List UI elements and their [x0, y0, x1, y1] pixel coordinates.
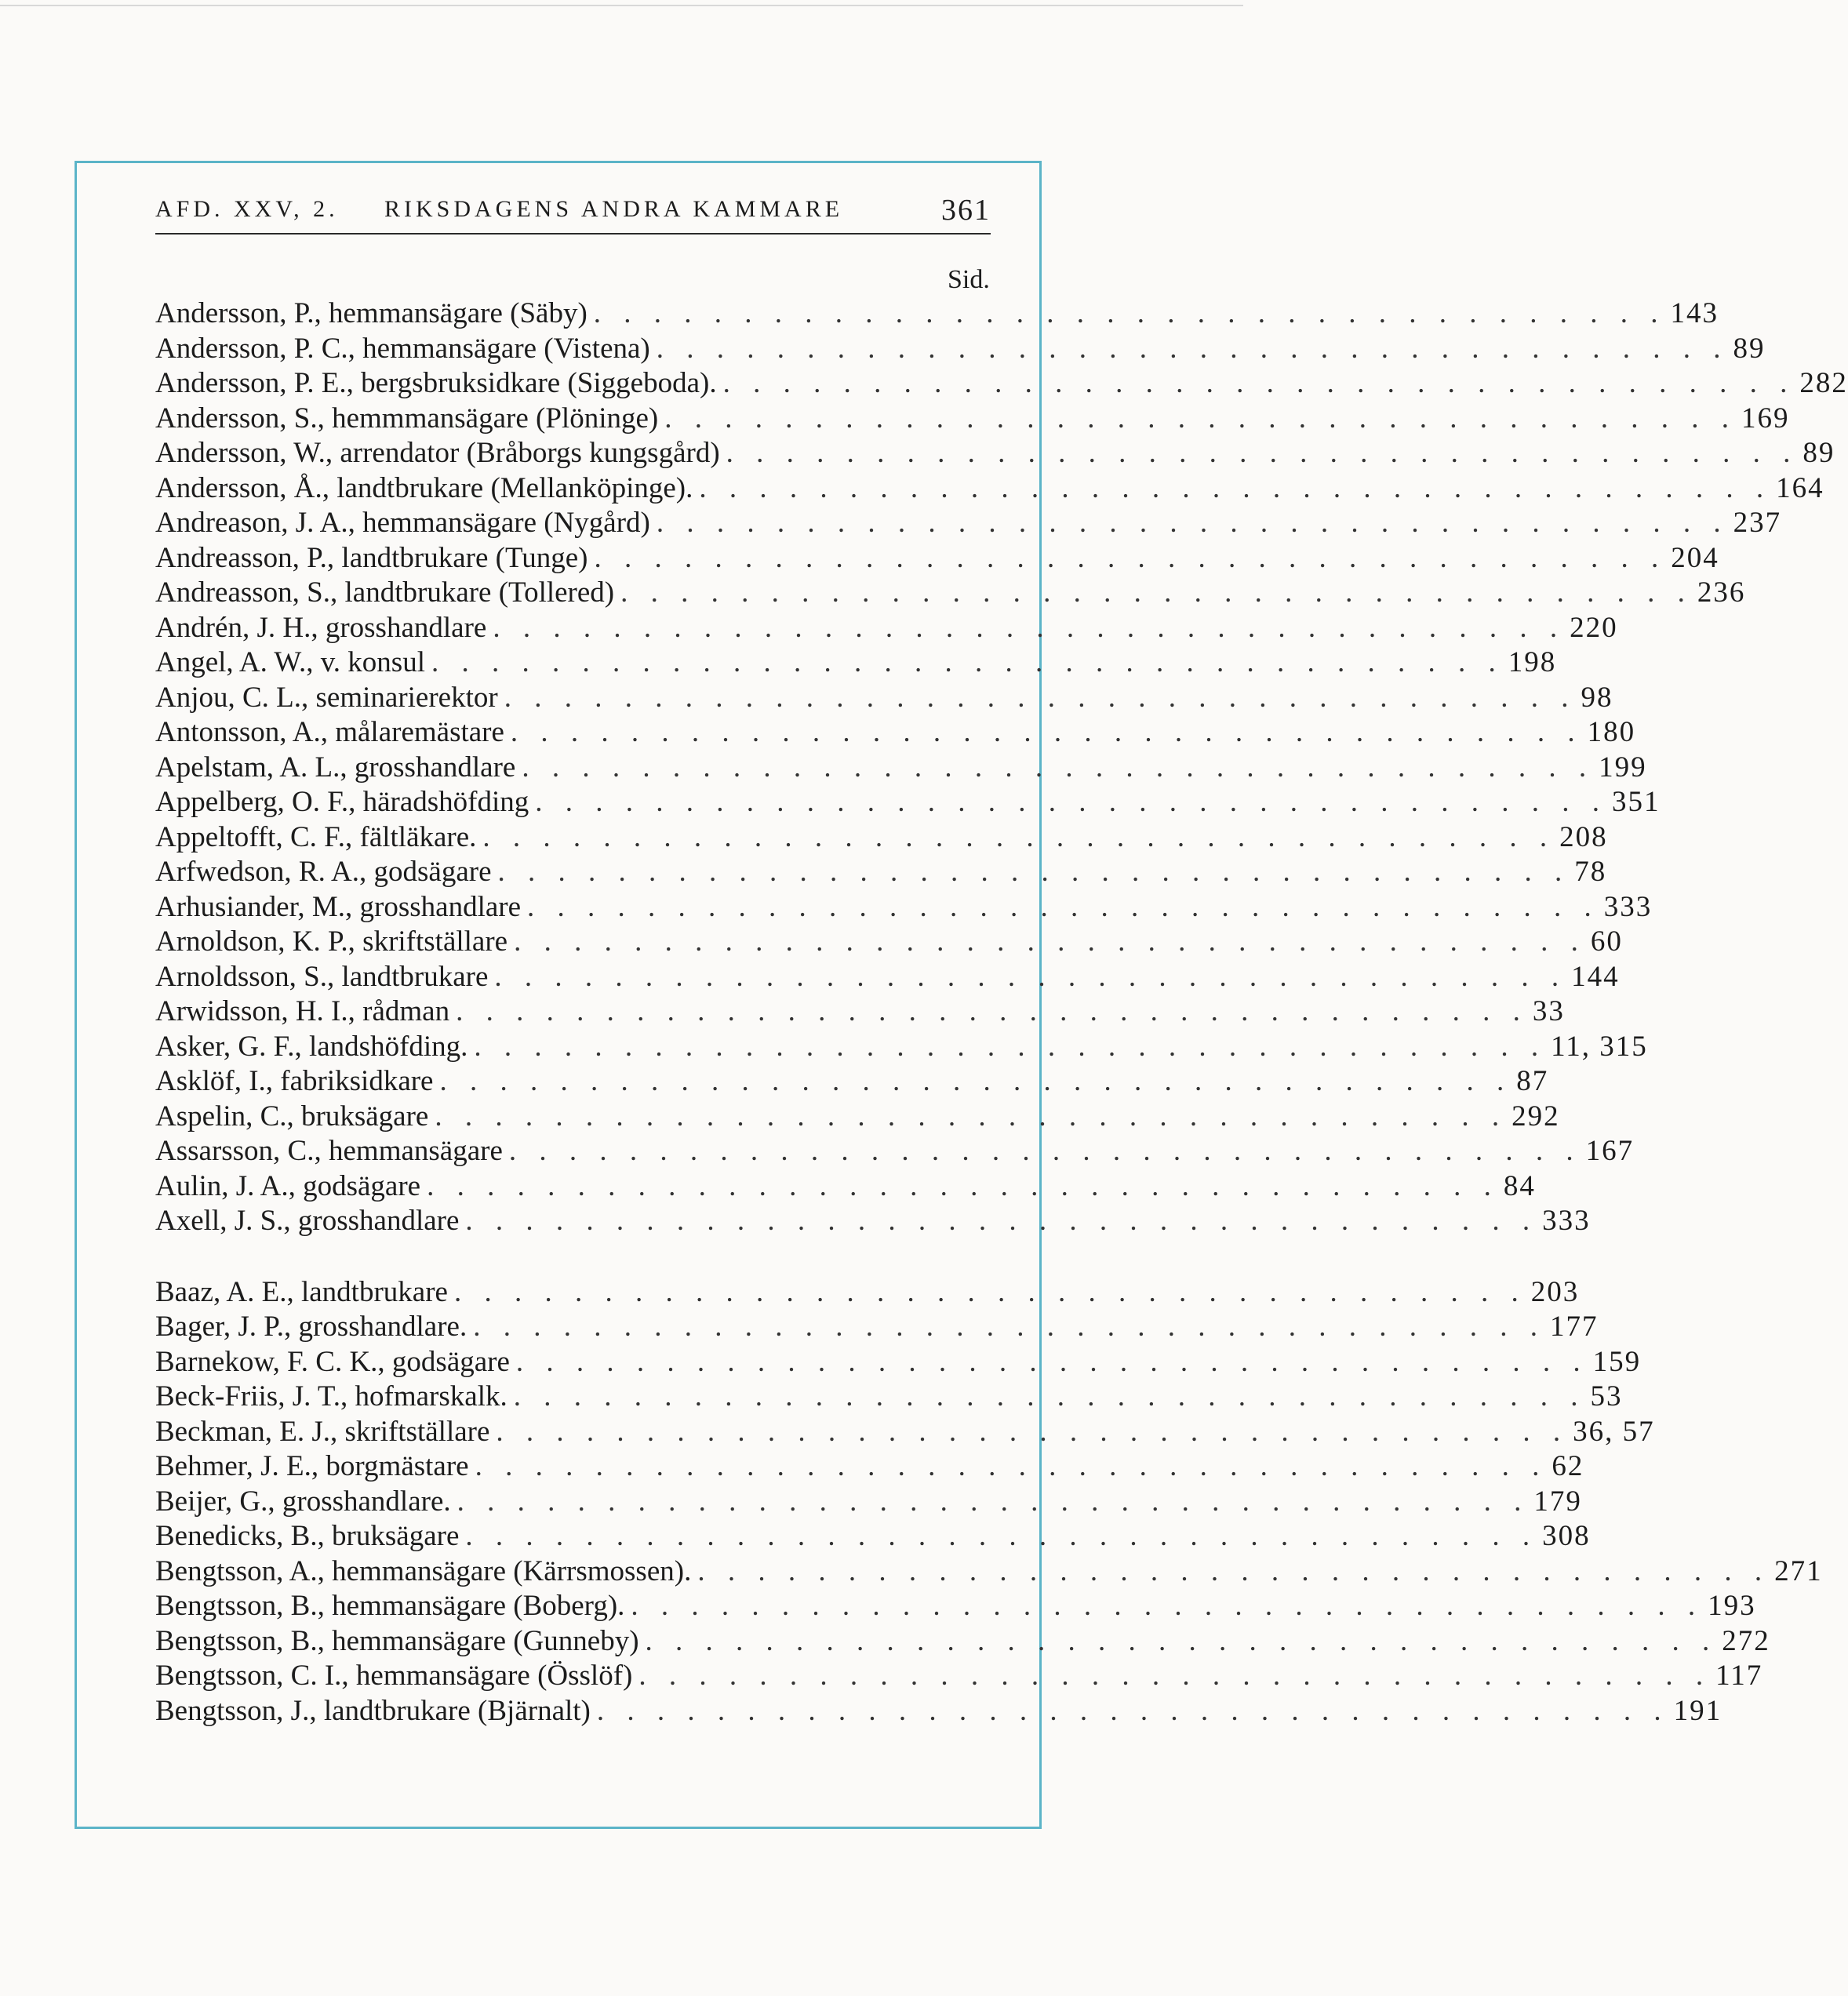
index-entry [155, 1275, 1580, 1311]
dot-leader: . . . . . . . . . . . . . . . . . . . . . . . . . . . . . . . . . . . . [620, 576, 1693, 609]
dot-leader: . . . . . . . . . . . . . . . . . . . . . . . . . . . . . . . . . . . . [494, 960, 1567, 993]
dot-leader: . . . . . . . . . . . . . . . . . . . . . . . . . . . . . . . . . . . . [439, 1065, 1512, 1097]
entry-page: 117 [1715, 1660, 1763, 1692]
entry-page: 33 [1532, 995, 1565, 1027]
dot-leader: . . . . . . . . . . . . . . . . . . . . . . . . . . . . . . . . . . . . [456, 995, 1528, 1027]
entry-name: Beckman, E. J., skriftställare [155, 1415, 490, 1448]
index-entry [155, 1415, 1655, 1450]
dot-leader: . . . . . . . . . . . . . . . . . . . . . . . . . . . . . . . . . . . . [656, 507, 1729, 539]
index-entry [155, 751, 1647, 786]
index-entry [155, 890, 1653, 925]
entry-page: 199 [1599, 751, 1647, 783]
entry-page: 180 [1587, 716, 1636, 748]
entry-name: Andersson, P., hemmansägare (Säby) [155, 297, 588, 329]
entry-page: 351 [1612, 786, 1661, 818]
index-entry [155, 1380, 1623, 1415]
dot-leader: . . . . . . . . . . . . . . . . . . . . . . . . . . . . . . . . . . . . [431, 646, 1504, 678]
entry-page: 333 [1542, 1205, 1591, 1237]
dot-leader: . . . . . . . . . . . . . . . . . . . . . . . . . . . . . . . . . . . . [508, 1135, 1581, 1167]
dot-leader: . . . . . . . . . . . . . . . . . . . . . . . . . . . . . . . . . . . . [435, 1100, 1508, 1133]
dot-leader: . . . . . . . . . . . . . . . . . . . . . . . . . . . . . . . . . . . . [697, 1554, 1770, 1587]
dot-leader: . . . . . . . . . . . . . . . . . . . . . . . . . . . . . . . . . . . . [656, 332, 1729, 365]
entry-name: Arhusiander, M., grosshandlare [155, 890, 522, 923]
entry-page: 143 [1670, 297, 1719, 329]
entry-name: Behmer, J. E., borgmästare [155, 1450, 469, 1482]
entry-name: Andersson, P. E., bergsbruksidkare (Siggeboda). [155, 367, 717, 399]
entry-name: Angel, A. W., v. konsul [155, 646, 425, 678]
entry-page: 208 [1559, 820, 1608, 853]
index-entry [155, 332, 1766, 367]
index-entry [155, 1554, 1823, 1590]
entry-name: Apelstam, A. L., grosshandlare [155, 751, 516, 783]
index-entry [155, 1589, 1756, 1624]
index-group [155, 296, 1848, 1239]
dot-leader: . . . . . . . . . . . . . . . . . . . . . . . . . . . . . . . . . . . . [504, 681, 1577, 714]
entry-page: 89 [1803, 437, 1835, 469]
entry-name: Anjou, C. L., seminarierektor [155, 681, 498, 714]
dot-leader: . . . . . . . . . . . . . . . . . . . . . . . . . . . . . . . . . . . . [664, 402, 1737, 434]
index-entry [155, 925, 1623, 960]
dot-leader: . . . . . . . . . . . . . . . . . . . . . . . . . . . . . . . . . . . . [514, 925, 1586, 958]
running-header [155, 196, 991, 227]
entry-page: 220 [1570, 611, 1618, 644]
entry-page: 236 [1697, 576, 1746, 609]
entry-page: 36, 57 [1573, 1415, 1655, 1448]
entry-name: Arfwedson, R. A., godsägare [155, 856, 492, 888]
dot-leader: . . . . . . . . . . . . . . . . . . . . . . . . . . . . . . . . . . . . [699, 471, 1772, 504]
dot-leader: . . . . . . . . . . . . . . . . . . . . . . . . . . . . . . . . . . . . [596, 1694, 1669, 1727]
entry-name: Beijer, G., grosshandlare. [155, 1485, 451, 1518]
entry-page: 282 [1799, 367, 1848, 399]
index-entry [155, 1100, 1560, 1135]
entry-page: 292 [1512, 1100, 1560, 1133]
index-entry [155, 576, 1746, 611]
page-number: 361 [941, 194, 991, 227]
entry-page: 78 [1574, 856, 1607, 888]
index-entry [155, 541, 1719, 576]
entry-page: 144 [1571, 960, 1620, 993]
index-entry [155, 820, 1608, 856]
entry-page: 89 [1733, 332, 1766, 365]
dot-leader: . . . . . . . . . . . . . . . . . . . . . . . . . . . . . . . . . . . . [638, 1660, 1712, 1692]
index-entry [155, 471, 1824, 507]
dot-leader: . . . . . . . . . . . . . . . . . . . . . . . . . . . . . . . . . . . . [527, 890, 1599, 923]
index-entry [155, 785, 1661, 820]
entry-name: Aulin, J. A., godsägare [155, 1169, 421, 1202]
entry-name: Arwidsson, H. I., rådman [155, 995, 450, 1027]
entry-page: 159 [1592, 1345, 1642, 1378]
entry-name: Axell, J. S., grosshandlare [155, 1205, 460, 1237]
entry-name: Andersson, W., arrendator (Bråborgs kungsgård) [155, 437, 720, 469]
entry-page: 177 [1549, 1311, 1599, 1343]
index-entry [155, 994, 1565, 1030]
dot-leader: . . . . . . . . . . . . . . . . . . . . . . . . . . . . . . . . . . . . [493, 611, 1566, 644]
dot-leader: . . . . . . . . . . . . . . . . . . . . . . . . . . . . . . . . . . . . [482, 820, 1555, 853]
entry-name: Bengtsson, B., hemmansägare (Gunneby) [155, 1624, 639, 1657]
dot-leader: . . . . . . . . . . . . . . . . . . . . . . . . . . . . . . . . . . . . [522, 751, 1595, 783]
index-entry [155, 1519, 1591, 1554]
entry-name: Andersson, Å., landtbrukare (Mellanköpinge). [155, 471, 693, 504]
entry-name: Arnoldsson, S., landtbrukare [155, 960, 489, 993]
entry-page: 164 [1776, 471, 1824, 504]
index-entry [155, 1345, 1642, 1380]
index-entry [155, 506, 1782, 541]
index-entry [155, 402, 1790, 437]
top-edge-line [0, 5, 1243, 6]
index-entry [155, 611, 1618, 646]
entry-name: Andrén, J. H., grosshandlare [155, 611, 487, 644]
dot-leader: . . . . . . . . . . . . . . . . . . . . . . . . . . . . . . . . . . . . [593, 297, 1666, 329]
entry-page: 193 [1708, 1590, 1756, 1622]
index-entry [155, 1485, 1582, 1520]
entry-page: 198 [1508, 646, 1557, 678]
index-group [155, 1275, 1823, 1729]
entry-name: Arnoldson, K. P., skriftställare [155, 925, 508, 958]
entry-page: 53 [1590, 1380, 1623, 1412]
entry-name: Bager, J. P., grosshandlare. [155, 1311, 467, 1343]
column-label-sid: Sid. [948, 265, 990, 294]
entry-name: Andersson, S., hemmmansägare (Plöninge) [155, 402, 659, 434]
index-entry [155, 1310, 1599, 1345]
index-entry [155, 1134, 1635, 1169]
entry-page: 272 [1722, 1624, 1770, 1657]
index-entry [155, 681, 1613, 716]
index-list [155, 296, 1848, 1729]
dot-leader: . . . . . . . . . . . . . . . . . . . . . . . . . . . . . . . . . . . . [497, 856, 1570, 888]
entry-name: Antonsson, A., målaremästare [155, 716, 504, 748]
entry-page: 87 [1516, 1065, 1549, 1097]
index-entry [155, 645, 1557, 681]
entry-name: Bengtsson, C. I., hemmansägare (Össlöf) [155, 1660, 633, 1692]
index-entry [155, 1624, 1770, 1660]
dot-leader: . . . . . . . . . . . . . . . . . . . . . . . . . . . . . . . . . . . . [515, 1345, 1588, 1378]
dot-leader: . . . . . . . . . . . . . . . . . . . . . . . . . . . . . . . . . . . . [726, 437, 1799, 469]
index-entry [155, 1449, 1584, 1485]
entry-name: Bengtsson, A., hemmansägare (Kärrsmossen). [155, 1554, 692, 1587]
entry-name: Andreasson, P., landtbrukare (Tunge) [155, 541, 588, 574]
dot-leader: . . . . . . . . . . . . . . . . . . . . . . . . . . . . . . . . . . . . [510, 716, 1583, 748]
header-rule [155, 233, 991, 235]
entry-name: Appelberg, O. F., häradshöfding [155, 786, 529, 818]
entry-name: Barnekow, F. C. K., godsägare [155, 1345, 510, 1378]
entry-name: Andersson, P. C., hemmansägare (Vistena) [155, 332, 650, 365]
index-entry [155, 1659, 1763, 1694]
entry-page: 333 [1603, 890, 1653, 923]
dot-leader: . . . . . . . . . . . . . . . . . . . . . . . . . . . . . . . . . . . . [645, 1624, 1718, 1657]
entry-name: Asker, G. F., landshöfding. [155, 1030, 468, 1063]
dot-leader: . . . . . . . . . . . . . . . . . . . . . . . . . . . . . . . . . . . . [473, 1311, 1545, 1343]
entry-name: Bengtsson, B., hemmansägare (Boberg). [155, 1590, 625, 1622]
index-entry [155, 1204, 1591, 1239]
index-entry [155, 855, 1607, 890]
index-entry [155, 1694, 1722, 1729]
index-entry [155, 1169, 1536, 1205]
entry-name: Andreasson, S., landtbrukare (Tollered) [155, 576, 615, 609]
entry-name: Bengtsson, J., landtbrukare (Bjärnalt) [155, 1694, 591, 1727]
entry-name: Beck-Friis, J. T., hofmarskalk. [155, 1380, 507, 1412]
entry-name: Andreason, J. A., hemmansägare (Nygård) [155, 507, 650, 539]
dot-leader: . . . . . . . . . . . . . . . . . . . . . . . . . . . . . . . . . . . . [722, 367, 1795, 399]
entry-page: 62 [1552, 1450, 1584, 1482]
entry-page: 237 [1733, 507, 1782, 539]
entry-page: 167 [1585, 1135, 1635, 1167]
entry-page: 84 [1503, 1169, 1536, 1202]
entry-name: Benedicks, B., bruksägare [155, 1520, 460, 1552]
dot-leader: . . . . . . . . . . . . . . . . . . . . . . . . . . . . . . . . . . . . [631, 1590, 1704, 1622]
dot-leader: . . . . . . . . . . . . . . . . . . . . . . . . . . . . . . . . . . . . [475, 1450, 1548, 1482]
dot-leader: . . . . . . . . . . . . . . . . . . . . . . . . . . . . . . . . . . . . [496, 1415, 1569, 1448]
dot-leader: . . . . . . . . . . . . . . . . . . . . . . . . . . . . . . . . . . . . [427, 1169, 1499, 1202]
entry-page: 11, 315 [1551, 1030, 1648, 1063]
dot-leader: . . . . . . . . . . . . . . . . . . . . . . . . . . . . . . . . . . . . [465, 1520, 1538, 1552]
header-section: AFD. XXV, 2. [155, 196, 339, 222]
dot-leader: . . . . . . . . . . . . . . . . . . . . . . . . . . . . . . . . . . . . [513, 1380, 1586, 1412]
entry-name: Asklöf, I., fabriksidkare [155, 1065, 434, 1097]
entry-name: Appeltofft, C. F., fältläkare. [155, 820, 477, 853]
entry-page: 308 [1542, 1520, 1591, 1552]
dot-leader: . . . . . . . . . . . . . . . . . . . . . . . . . . . . . . . . . . . . [457, 1485, 1530, 1518]
dot-leader: . . . . . . . . . . . . . . . . . . . . . . . . . . . . . . . . . . . . [535, 786, 1607, 818]
index-entry [155, 436, 1835, 471]
entry-page: 98 [1581, 681, 1613, 714]
dot-leader: . . . . . . . . . . . . . . . . . . . . . . . . . . . . . . . . . . . . [465, 1205, 1538, 1237]
entry-name: Assarsson, C., hemmansägare [155, 1135, 503, 1167]
index-entry [155, 366, 1848, 402]
dot-leader: . . . . . . . . . . . . . . . . . . . . . . . . . . . . . . . . . . . . [453, 1275, 1526, 1308]
entry-page: 169 [1741, 402, 1790, 434]
entry-page: 204 [1671, 541, 1719, 574]
entry-page: 179 [1533, 1485, 1582, 1518]
header-title: RIKSDAGENS ANDRA KAMMARE [384, 196, 844, 222]
index-entry [155, 1030, 1648, 1065]
entry-name: Baaz, A. E., landtbrukare [155, 1275, 448, 1308]
entry-page: 191 [1673, 1694, 1722, 1727]
dot-leader: . . . . . . . . . . . . . . . . . . . . . . . . . . . . . . . . . . . . [474, 1030, 1547, 1063]
entry-page: 203 [1530, 1275, 1580, 1308]
index-entry [155, 715, 1636, 751]
dot-leader: . . . . . . . . . . . . . . . . . . . . . . . . . . . . . . . . . . . . [594, 541, 1667, 574]
entry-name: Aspelin, C., bruksägare [155, 1100, 429, 1133]
index-entry [155, 296, 1719, 332]
index-entry [155, 1064, 1549, 1100]
entry-page: 60 [1590, 925, 1623, 958]
index-entry [155, 960, 1620, 995]
entry-page: 271 [1774, 1554, 1823, 1587]
